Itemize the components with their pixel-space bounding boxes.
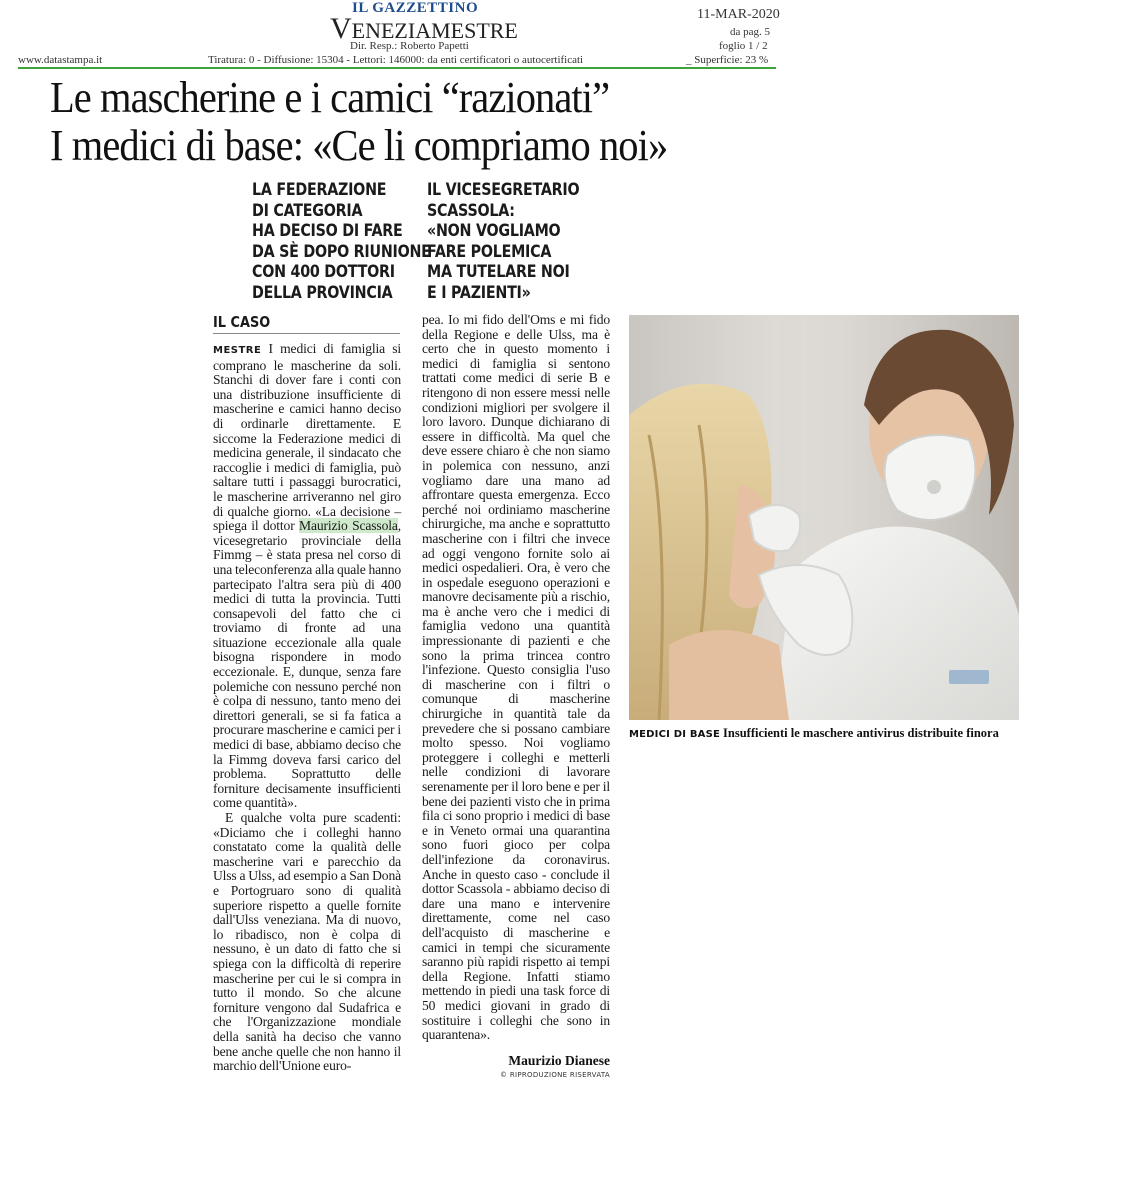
caption-label: MEDICI DI BASE [629, 729, 721, 740]
surface-percentage: _ Superficie: 23 % [686, 54, 769, 66]
logo-rest: ENEZIAMESTRE [351, 18, 518, 43]
paragraph-text: , vicesegretario provinciale della Fimmg – è stata presa nel corso di una teleconferenza alla quale hanno partecipato l'altra sera più di 400 medici di tutta la provincia. Tutti consapevoli del fatto che ci troviamo di fronte ad una situazione eccezionale alla quale bisogna rispondere in modo eccezionale. E, dunque, senza fare polemiche con nessuno perché non è colpa di nessuno, tanto meno dei direttori generali, se si fa fatica a procurare mascherine e camici per i medici di base, abbiamo deciso che la Fimmg doveva farsi carico del problema. Soprattutto delle forniture decisamente insufficienti come quantità». [213, 518, 401, 811]
article-column-1 [213, 342, 401, 1074]
article-photo [629, 315, 1019, 720]
dateline: MESTRE [213, 345, 262, 356]
subhead-line: «NON VOGLIAMO [427, 221, 561, 241]
subhead-line: MA TUTELARE NOI [427, 262, 570, 282]
paragraph: E qualche volta pure scadenti: «Diciamo che i colleghi hanno constatato come la qualità delle mascherine vari e parecchio da Ulss a Ulss, ad esempio a San Donà e Portogruaro sono di qualità superiore rispetto a quelle fornite dall'Ulss veneziana. Ma di nuovo, lo ribadisco, non è colpa di nessuno, è un dato di fatto che si spiega con la difficoltà di reperire mascherine per cui le si compra in tutto il mondo. So che alcune forniture vengono dal Sudafrica e che l'Organizzazione mondiale della sanità ha deciso che vanno bene anche quelle che non hanno il marchio dell'Unione euro- [213, 810, 401, 1074]
sheet-count: foglio 1 / 2 [719, 40, 768, 52]
subhead-line: CON 400 DOTTORI [252, 262, 395, 282]
article-headline [50, 74, 786, 170]
paragraph [213, 342, 401, 811]
newspaper-logo-top: IL GAZZETTINO [352, 0, 479, 16]
photo-illustration [629, 315, 1019, 720]
author-byline: Maurizio Dianese [508, 1053, 610, 1068]
headline-line-1: Le mascherine e i camici “razionati” [50, 73, 610, 122]
logo-initial: V [330, 12, 352, 45]
subhead-line: LA FEDERAZIONE [252, 180, 387, 200]
subhead-line: E I PAZIENTI» [427, 282, 531, 303]
subhead-left [252, 180, 431, 303]
kicker-divider [213, 333, 400, 334]
page-reference: da pag. 5 [730, 26, 771, 38]
paragraph: pea. Io mi fido dell'Oms e mi fido della Regione e delle Ulss, ma è certo che in questo momento i medici di famiglia si sentono trattati come medici di serie B e ritengono di non essere messi nelle condizioni migliori per svolgere il loro lavoro. Dunque dichiarano di essere in difficoltà. Ma quel che deve essere chiaro è che non siamo in polemica con nessuno, anzi vogliamo dare una mano ad affrontare questa emergenza. Ecco perché noi ordiniamo mascherine chirurgiche, ma anche e soprattutto mascherine con i filtri che invece ad oggi vengono fornite solo ai medici ospedalieri. Ora, è vero che in ospedale eseguono operazioni e manovre decisamente più a rischio, ma è anche vero che i medici di famiglia vedono una quantità impressionante di pazienti e che sono la prima trincea contro l'infezione. Questo consiglia l'uso di mascherine con i filtri o comunque di mascherine chirurgiche in quantità tale da prevedere che si possano cambiare molto spesso. Noi vogliamo proteggere i colleghi e metterli nelle condizioni di lavorare serenamente per il loro bene e per il bene dei pazienti visto che in prima fila ci sono proprio i medici di base e in Veneto ormai una quarantina sono fuori gioco per colpa dell'infezione da coronavirus. Anche in questo caso - conclude il dottor Scassola - abbiamo deciso di dare una mano e intervenire direttamente, come nel caso dell'acquisto di mascherine e camici in tempi che sicuramente saranno più rapidi rispetto ai tempi della Regione. Infatti stiamo mettendo in piedi una task force di 50 medici giovani in grado di sostituire i colleghi che sono in quarantena». [422, 312, 610, 1043]
subhead-line: HA DECISO DI FARE [252, 221, 403, 241]
circulation-line: Tiratura: 0 - Diffusione: 15304 - Lettori: 146000: da enti certificatori o autocertificati [208, 54, 584, 66]
subhead-right [427, 180, 579, 303]
copyright-notice: © RIPRODUZIONE RISERVATA [500, 1071, 610, 1079]
subhead-line: IL VICESEGRETARIO [427, 180, 580, 200]
paragraph-text: I medici di famiglia si comprano le mascherine da soli. Stanchi di dover fare i conti con una distribuzione insufficiente di mascherine e camici hanno deciso di ordinarle direttamente. E siccome la Federazione medici di medicina generale, il sindacato che raccoglie i medici di famiglia, può saltare tutti i passaggi burocratici, le mascherine arriveranno nel giro di qualche giorno. «La decisione – spiega il dottor [213, 341, 401, 534]
caption-text: Insufficienti le maschere antivirus distribuite finora [723, 726, 999, 740]
highlighted-name: Maurizio Scassola [299, 518, 398, 534]
subhead-line: SCASSOLA: [427, 200, 515, 221]
director-line: Dir. Resp.: Roberto Papetti [350, 40, 469, 52]
subhead-line: DELLA PROVINCIA [252, 282, 393, 303]
publication-date: 11-MAR-2020 [697, 7, 780, 22]
masthead-divider [18, 67, 776, 69]
subhead-line: DA SÈ DOPO RIUNIONE [252, 241, 431, 262]
headline-line-2: I medici di base: «Ce li compriamo noi» [50, 121, 668, 170]
article-column-2 [422, 313, 610, 1043]
source-site: www.datastampa.it [18, 54, 103, 66]
photo-caption [629, 726, 1029, 741]
subhead-line: FARE POLEMICA [427, 241, 552, 262]
subhead-line: DI CATEGORIA [252, 200, 363, 221]
section-kicker: IL CASO [213, 313, 271, 331]
